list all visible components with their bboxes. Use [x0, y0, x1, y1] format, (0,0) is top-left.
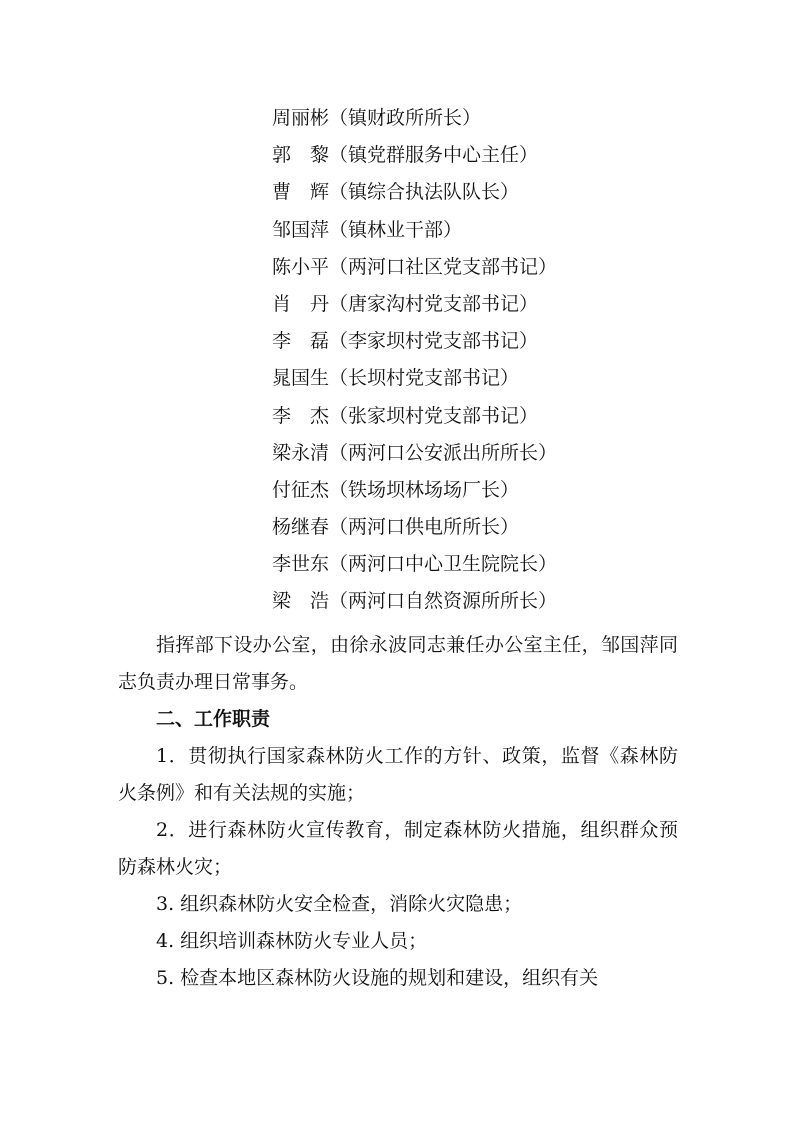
member-role: （李家坝村党支部书记）	[329, 330, 539, 353]
office-paragraph: 指挥部下设办公室，由徐永波同志兼任办公室主任，邹国萍同志负责办理日常事务。	[118, 634, 678, 693]
member-name: 邹国萍	[272, 218, 330, 241]
member-name: 肖 丹	[272, 292, 330, 315]
member-role: （两河口供电所所长）	[329, 516, 520, 539]
member-entry	[272, 174, 692, 211]
body-text	[118, 627, 678, 997]
member-name: 杨继春	[272, 516, 330, 539]
member-role: （两河口自然资源所所长）	[329, 590, 558, 613]
member-name: 付征杰	[272, 478, 330, 501]
member-entry	[272, 360, 692, 397]
member-role: （张家坝村党支部书记）	[329, 404, 539, 427]
member-entry	[272, 583, 692, 620]
member-entry	[272, 398, 692, 435]
member-name: 梁 浩	[272, 590, 330, 613]
member-entry	[272, 100, 692, 137]
member-entry	[272, 472, 692, 509]
member-list	[272, 100, 692, 621]
member-role: （两河口公安派出所所长）	[329, 441, 558, 464]
member-name: 陈小平	[272, 255, 330, 278]
member-name: 梁永清	[272, 441, 330, 464]
member-role: （镇综合执法队队长）	[329, 181, 520, 204]
member-entry	[272, 546, 692, 583]
duty-item: 1．贯彻执行国家森林防火工作的方针、政策，监督《森林防火条例》和有关法规的实施；	[118, 745, 678, 804]
member-role: （镇财政所所长）	[329, 107, 482, 129]
member-name: 周丽彬	[272, 107, 330, 129]
duty-item: 5. 检查本地区森林防火设施的规划和建设，组织有关	[156, 967, 599, 989]
member-entry	[272, 286, 692, 323]
member-name: 李 杰	[272, 404, 330, 427]
member-entry	[272, 509, 692, 546]
member-entry	[272, 323, 692, 360]
member-role: （铁场坝林场场厂长）	[329, 478, 520, 501]
member-role: （两河口社区党支部书记）	[329, 255, 558, 278]
member-role: （镇党群服务中心主任）	[329, 144, 539, 167]
member-entry	[272, 212, 692, 249]
member-name: 晁国生	[272, 367, 330, 390]
member-name: 郭 黎	[272, 144, 330, 167]
duty-item: 3. 组织森林防火安全检查，消除火灾隐患；	[156, 893, 523, 915]
member-name: 李世东	[272, 553, 330, 576]
section-heading: 二、工作职责	[156, 708, 271, 730]
member-role: （长坝村党支部书记）	[329, 367, 520, 390]
member-entry	[272, 435, 692, 472]
member-role: （镇林业干部）	[329, 218, 463, 241]
member-entry	[272, 137, 692, 174]
member-entry	[272, 249, 692, 286]
duty-item: 4. 组织培训森林防火专业人员；	[156, 930, 428, 952]
member-name: 李 磊	[272, 330, 330, 353]
member-name: 曹 辉	[272, 181, 330, 204]
member-role: （唐家沟村党支部书记）	[329, 292, 539, 315]
member-role: （两河口中心卫生院院长）	[329, 553, 558, 576]
duty-item: 2．进行森林防火宣传教育，制定森林防火措施，组织群众预防森林火灾；	[118, 819, 678, 878]
